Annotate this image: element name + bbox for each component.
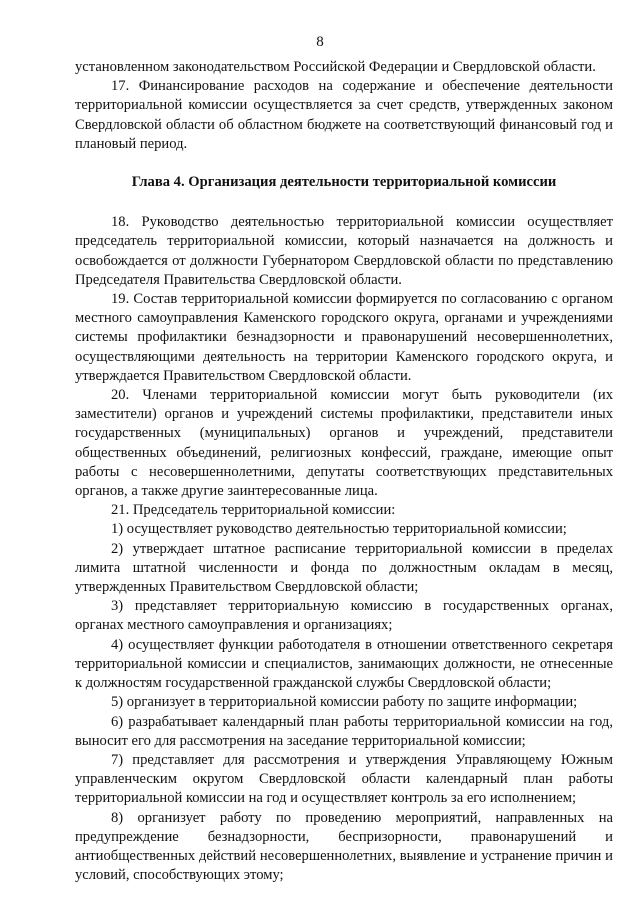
page-number: 8 [316, 34, 324, 50]
paragraph-19: 19. Состав территориальной комиссии формируется по согласованию с органом местного самоуправления Каменского городского округа, органами и учреждениями системы профилактики безнадзорности и правонарушений несовершеннолетних, осуществляющими деятельность на территории Каменского городского округа, и утверждается Правительством Свердловской области. [75, 291, 613, 384]
list-item-21-4: 4) осуществляет функции работодателя в отношении ответственного секретаря территориальной комиссии и специалистов, занимающих должности, не отнесенные к должностям государственной гражданской службы Свердловской области; [75, 636, 613, 692]
list-item-21-1: 1) осуществляет руководство деятельностью территориальной комиссии; [111, 521, 567, 538]
list-item-21-2: 2) утверждает штатное расписание территориальной комиссии в пределах лимита штатной численности и фонда по должностным окладам в месяц, утвержденных Правительством Свердловской области; [75, 540, 613, 596]
list-item-21-3: 3) представляет территориальную комиссию в государственных органах, органах местного самоуправления и организациях; [75, 598, 613, 634]
document-body [75, 58, 613, 885]
paragraph-16-continuation: установленном законодательством Российской Федерации и Свердловской области. [75, 59, 596, 75]
list-item-21-6: 6) разрабатывает календарный план работы территориальной комиссии на год, выносит его для рассмотрения на заседание территориальной комиссии; [75, 713, 613, 749]
paragraph-21: 21. Председатель территориальной комиссии: [111, 502, 396, 519]
paragraph-20: 20. Членами территориальной комиссии могут быть руководители (их заместители) органов и учреждений системы профилактики, представители иных государственных (муниципальных) органов и учреждений, представители общественных объединений, религиозных конфессий, граждане, имеющие опыт работы с несовершеннолетними, депутаты соответствующих представительных органов, а также другие заинтересованные лица. [75, 387, 613, 500]
list-item-21-8: 8) организует работу по проведению мероприятий, направленных на предупреждение безнадзорности, беспризорности, правонарушений и антиобщественных действий несовершеннолетних, выявление и устранение причин и условий, способствующих этому; [75, 809, 613, 884]
list-item-21-7: 7) представляет для рассмотрения и утверждения Управляющему Южным управленческим округом Свердловской области календарный план работы территориальной комиссии на год и осуществляет контроль за его исполнением; [75, 751, 613, 807]
list-item-21-5: 5) организует в территориальной комиссии работу по защите информации; [111, 694, 578, 711]
paragraph-17: 17. Финансирование расходов на содержание и обеспечение деятельности территориальной комиссии осуществляется за счет средств, утвержденных законом Свердловской области об областном бюджете на соответствующий финансовый год и плановый период. [75, 78, 613, 152]
paragraph-18: 18. Руководство деятельностью территориальной комиссии осуществляет председатель территориальной комиссии, который назначается на должность и освобождается от должности Губернатором Свердловской области по представлению Председателя Правительства Свердловской области. [75, 214, 613, 288]
chapter-heading: Глава 4. Организация деятельности территориальной комиссии [131, 174, 557, 191]
